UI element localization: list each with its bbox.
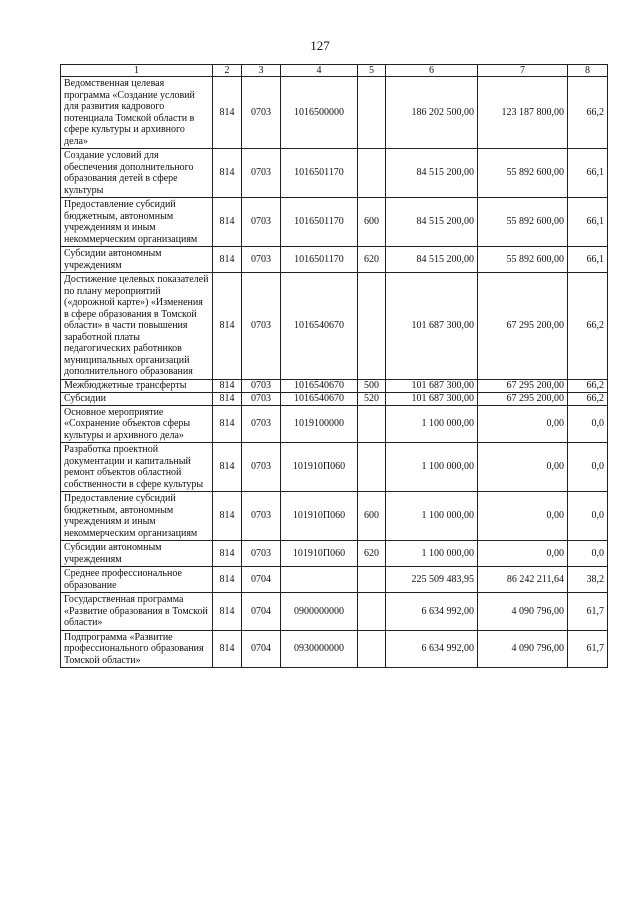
cell-percent: 0,0 xyxy=(568,443,608,492)
cell-expense-type: 600 xyxy=(358,492,386,541)
cell-executed-amount: 0,00 xyxy=(478,541,568,567)
cell-executed-amount: 86 242 211,64 xyxy=(478,567,568,593)
table-row xyxy=(61,630,608,668)
cell-section-code: 0703 xyxy=(242,77,281,149)
column-header: 5 xyxy=(358,65,386,77)
cell-target-article xyxy=(281,567,358,593)
cell-executed-amount: 4 090 796,00 xyxy=(478,630,568,668)
table-row xyxy=(61,443,608,492)
column-header: 6 xyxy=(386,65,478,77)
cell-percent: 66,1 xyxy=(568,149,608,198)
cell-executed-amount: 55 892 600,00 xyxy=(478,247,568,273)
cell-planned-amount: 1 100 000,00 xyxy=(386,443,478,492)
cell-section-code: 0703 xyxy=(242,379,281,392)
cell-planned-amount: 225 509 483,95 xyxy=(386,567,478,593)
row-name-cell: Разработка проектной документации и капитальный ремонт объектов областной собственности в сфере культуры xyxy=(61,443,213,492)
table-row xyxy=(61,149,608,198)
table-row xyxy=(61,593,608,631)
cell-section-code: 0703 xyxy=(242,492,281,541)
cell-ministry-code: 814 xyxy=(213,273,242,380)
cell-executed-amount: 4 090 796,00 xyxy=(478,593,568,631)
cell-ministry-code: 814 xyxy=(213,149,242,198)
cell-planned-amount: 84 515 200,00 xyxy=(386,149,478,198)
cell-section-code: 0703 xyxy=(242,273,281,380)
row-name-cell: Ведомственная целевая программа «Создание условий для развития кадрового потенциала Томской области в сфере культуры и архивного дела» xyxy=(61,77,213,149)
cell-ministry-code: 814 xyxy=(213,492,242,541)
budget-table xyxy=(60,64,608,668)
cell-expense-type xyxy=(358,149,386,198)
cell-target-article: 1016540670 xyxy=(281,379,358,392)
cell-percent: 66,2 xyxy=(568,392,608,405)
cell-section-code: 0704 xyxy=(242,630,281,668)
cell-expense-type xyxy=(358,593,386,631)
cell-ministry-code: 814 xyxy=(213,567,242,593)
column-header: 4 xyxy=(281,65,358,77)
cell-planned-amount: 6 634 992,00 xyxy=(386,593,478,631)
column-header: 8 xyxy=(568,65,608,77)
cell-percent: 66,2 xyxy=(568,379,608,392)
cell-percent: 66,2 xyxy=(568,77,608,149)
cell-expense-type: 600 xyxy=(358,198,386,247)
cell-percent: 38,2 xyxy=(568,567,608,593)
row-name-cell: Основное мероприятие «Сохранение объектов сферы культуры и архивного дела» xyxy=(61,405,213,443)
row-name-cell: Субсидии xyxy=(61,392,213,405)
row-name-cell: Предоставление субсидий бюджетным, автономным учреждениям и иным некоммерческим организациям xyxy=(61,198,213,247)
cell-planned-amount: 101 687 300,00 xyxy=(386,273,478,380)
row-name-cell: Предоставление субсидий бюджетным, автономным учреждениям и иным некоммерческим организациям xyxy=(61,492,213,541)
cell-ministry-code: 814 xyxy=(213,541,242,567)
cell-executed-amount: 0,00 xyxy=(478,492,568,541)
cell-expense-type xyxy=(358,443,386,492)
cell-executed-amount: 67 295 200,00 xyxy=(478,273,568,380)
cell-planned-amount: 1 100 000,00 xyxy=(386,541,478,567)
row-name-cell: Межбюджетные трансферты xyxy=(61,379,213,392)
table-row xyxy=(61,405,608,443)
cell-percent: 66,1 xyxy=(568,247,608,273)
cell-executed-amount: 55 892 600,00 xyxy=(478,198,568,247)
cell-target-article: 0930000000 xyxy=(281,630,358,668)
cell-section-code: 0703 xyxy=(242,392,281,405)
cell-percent: 0,0 xyxy=(568,405,608,443)
cell-expense-type: 620 xyxy=(358,247,386,273)
cell-planned-amount: 1 100 000,00 xyxy=(386,405,478,443)
cell-section-code: 0703 xyxy=(242,541,281,567)
cell-expense-type xyxy=(358,567,386,593)
cell-ministry-code: 814 xyxy=(213,198,242,247)
row-name-cell: Создание условий для обеспечения дополнительного образования детей в сфере культуры xyxy=(61,149,213,198)
cell-ministry-code: 814 xyxy=(213,630,242,668)
cell-planned-amount: 84 515 200,00 xyxy=(386,247,478,273)
cell-planned-amount: 1 100 000,00 xyxy=(386,492,478,541)
row-name-cell: Достижение целевых показателей по плану мероприятий («дорожной карте») «Изменения в сфере образования в Томской области» в части повышения заработной платы педагогических работников муниципальных организаций дополнительного образования xyxy=(61,273,213,380)
cell-ministry-code: 814 xyxy=(213,247,242,273)
cell-ministry-code: 814 xyxy=(213,77,242,149)
cell-expense-type: 620 xyxy=(358,541,386,567)
cell-executed-amount: 0,00 xyxy=(478,405,568,443)
cell-section-code: 0704 xyxy=(242,593,281,631)
cell-percent: 0,0 xyxy=(568,492,608,541)
cell-section-code: 0703 xyxy=(242,149,281,198)
cell-expense-type xyxy=(358,273,386,380)
column-header: 3 xyxy=(242,65,281,77)
cell-planned-amount: 6 634 992,00 xyxy=(386,630,478,668)
cell-section-code: 0703 xyxy=(242,247,281,273)
column-header: 2 xyxy=(213,65,242,77)
cell-executed-amount: 123 187 800,00 xyxy=(478,77,568,149)
table-row xyxy=(61,492,608,541)
cell-target-article: 1016501170 xyxy=(281,198,358,247)
cell-executed-amount: 67 295 200,00 xyxy=(478,392,568,405)
table-row xyxy=(61,198,608,247)
cell-executed-amount: 55 892 600,00 xyxy=(478,149,568,198)
cell-planned-amount: 186 202 500,00 xyxy=(386,77,478,149)
cell-planned-amount: 84 515 200,00 xyxy=(386,198,478,247)
cell-target-article: 1016500000 xyxy=(281,77,358,149)
cell-ministry-code: 814 xyxy=(213,443,242,492)
table-row xyxy=(61,392,608,405)
page-number: 127 xyxy=(310,38,330,53)
cell-planned-amount: 101 687 300,00 xyxy=(386,392,478,405)
table-row xyxy=(61,379,608,392)
cell-section-code: 0704 xyxy=(242,567,281,593)
cell-target-article: 1019100000 xyxy=(281,405,358,443)
cell-target-article: 101910П060 xyxy=(281,492,358,541)
table-body xyxy=(61,77,608,668)
row-name-cell: Государственная программа «Развитие образования в Томской области» xyxy=(61,593,213,631)
cell-planned-amount: 101 687 300,00 xyxy=(386,379,478,392)
table-row xyxy=(61,77,608,149)
column-header: 1 xyxy=(61,65,213,77)
cell-percent: 61,7 xyxy=(568,593,608,631)
cell-ministry-code: 814 xyxy=(213,405,242,443)
cell-expense-type: 500 xyxy=(358,379,386,392)
cell-section-code: 0703 xyxy=(242,198,281,247)
cell-section-code: 0703 xyxy=(242,443,281,492)
table-row xyxy=(61,567,608,593)
cell-target-article: 0900000000 xyxy=(281,593,358,631)
cell-target-article: 1016540670 xyxy=(281,273,358,380)
cell-target-article: 101910П060 xyxy=(281,541,358,567)
cell-ministry-code: 814 xyxy=(213,379,242,392)
cell-expense-type xyxy=(358,405,386,443)
column-header: 7 xyxy=(478,65,568,77)
cell-percent: 66,2 xyxy=(568,273,608,380)
table-row xyxy=(61,273,608,380)
cell-ministry-code: 814 xyxy=(213,392,242,405)
cell-target-article: 1016501170 xyxy=(281,149,358,198)
table-row xyxy=(61,541,608,567)
cell-ministry-code: 814 xyxy=(213,593,242,631)
cell-percent: 61,7 xyxy=(568,630,608,668)
cell-percent: 0,0 xyxy=(568,541,608,567)
column-number-row xyxy=(61,65,608,77)
cell-expense-type xyxy=(358,77,386,149)
table-row xyxy=(61,247,608,273)
row-name-cell: Подпрограмма «Развитие профессионального образования Томской области» xyxy=(61,630,213,668)
row-name-cell: Среднее профессиональное образование xyxy=(61,567,213,593)
cell-executed-amount: 67 295 200,00 xyxy=(478,379,568,392)
cell-expense-type xyxy=(358,630,386,668)
cell-executed-amount: 0,00 xyxy=(478,443,568,492)
row-name-cell: Субсидии автономным учреждениям xyxy=(61,247,213,273)
cell-section-code: 0703 xyxy=(242,405,281,443)
cell-target-article: 101910П060 xyxy=(281,443,358,492)
cell-target-article: 1016501170 xyxy=(281,247,358,273)
cell-percent: 66,1 xyxy=(568,198,608,247)
row-name-cell: Субсидии автономным учреждениям xyxy=(61,541,213,567)
cell-expense-type: 520 xyxy=(358,392,386,405)
cell-target-article: 1016540670 xyxy=(281,392,358,405)
